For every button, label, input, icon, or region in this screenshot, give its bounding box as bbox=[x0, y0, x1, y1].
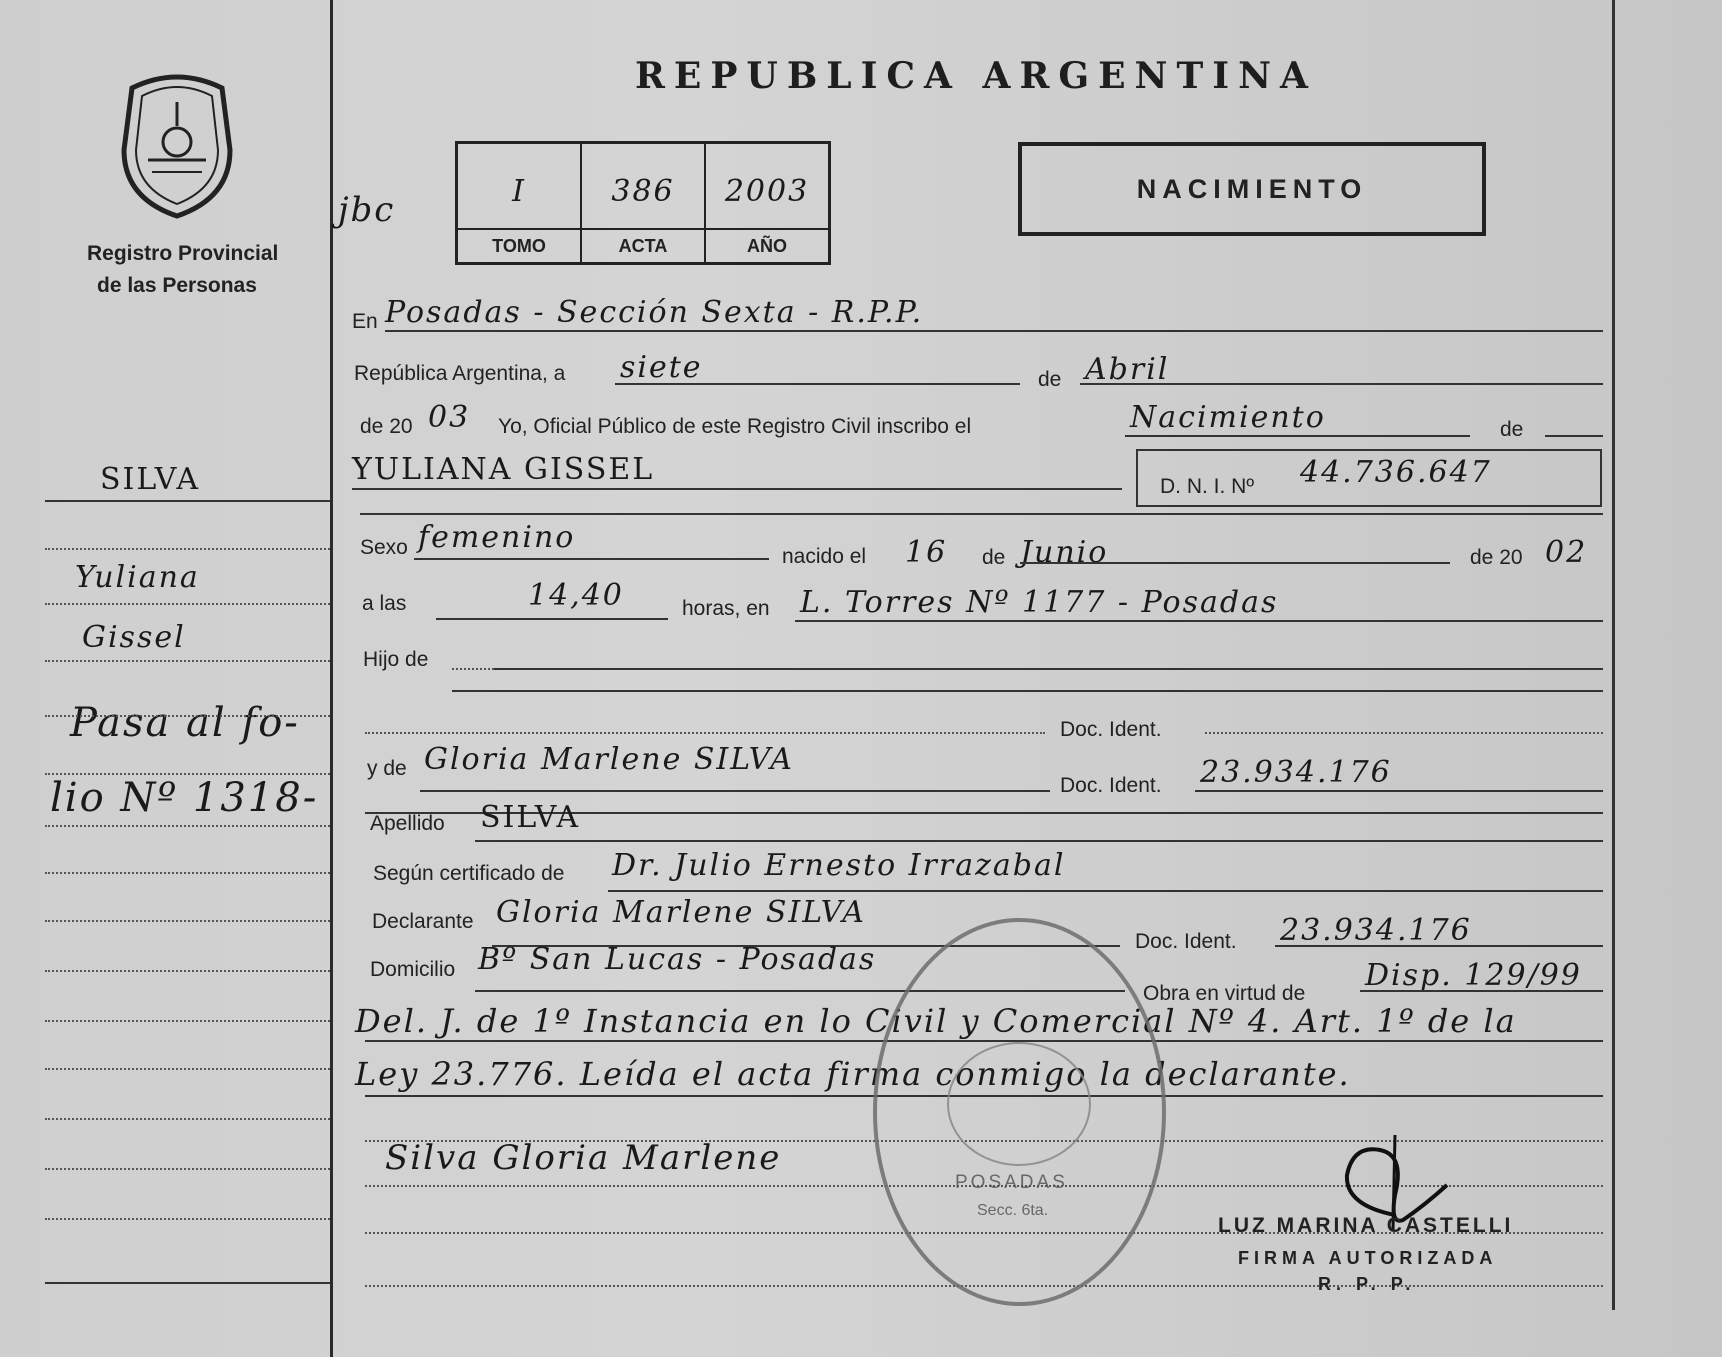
domicilio-label: Domicilio bbox=[370, 958, 456, 981]
ano-cell bbox=[706, 144, 828, 262]
provincial-seal-icon bbox=[112, 70, 242, 220]
certificado-label: Según certificado de bbox=[373, 862, 565, 885]
margin-given-name-1: Yuliana bbox=[75, 560, 200, 595]
margin-surname: SILVA bbox=[100, 462, 201, 497]
hijo-label: Hijo de bbox=[363, 648, 429, 671]
apellido-value: SILVA bbox=[480, 800, 581, 835]
clerk-initials: jbc bbox=[338, 190, 396, 230]
reference-box bbox=[455, 141, 831, 265]
declarante-doc: 23.934.176 bbox=[1280, 913, 1472, 948]
official-org: R. P. P. bbox=[1318, 1274, 1416, 1294]
tomo-label: TOMO bbox=[458, 228, 580, 262]
right-border bbox=[1612, 0, 1615, 1310]
month-value: Abril bbox=[1085, 352, 1170, 387]
document-title: REPUBLICA ARGENTINA bbox=[635, 55, 1317, 97]
birth-day: 16 bbox=[905, 535, 948, 570]
doc-ident-label-2: Doc. Ident. bbox=[1060, 774, 1162, 797]
tomo-value: I bbox=[512, 174, 526, 209]
birth-time: 14,40 bbox=[528, 578, 624, 613]
apellido-label: Apellido bbox=[370, 812, 445, 835]
stamp-section: Secc. 6ta. bbox=[977, 1202, 1049, 1219]
official-text: Yo, Oficial Público de este Registro Civil inscribo el bbox=[498, 415, 972, 438]
place-value: Posadas - Sección Sexta - R.P.P. bbox=[385, 295, 924, 330]
declarant-signature: Silva Gloria Marlene bbox=[385, 1138, 782, 1178]
acta-value: 386 bbox=[611, 174, 675, 209]
stamp-emblem bbox=[947, 1042, 1091, 1166]
en-label: En bbox=[352, 310, 378, 333]
birth-year-suffix: 02 bbox=[1545, 535, 1588, 570]
registry-name-line2: de las Personas bbox=[97, 274, 257, 297]
registry-stamp bbox=[873, 918, 1166, 1306]
child-name: YULIANA GISSEL bbox=[352, 452, 655, 487]
dni-value: 44.736.647 bbox=[1300, 455, 1492, 490]
birth-month: Junio bbox=[1020, 535, 1109, 570]
year-suffix: 03 bbox=[428, 400, 471, 435]
republica-label: República Argentina, a bbox=[354, 362, 566, 385]
margin-note-line2: lio Nº 1318- bbox=[50, 775, 319, 821]
domicilio-value: Bº San Lucas - Posadas bbox=[478, 942, 877, 977]
stamp-city: POSADAS bbox=[955, 1172, 1068, 1193]
mother-doc: 23.934.176 bbox=[1200, 755, 1392, 790]
act-kind-value: Nacimiento bbox=[1130, 400, 1326, 435]
acta-cell bbox=[582, 144, 706, 262]
year-label: de 20 bbox=[360, 415, 413, 438]
official-title: FIRMA AUTORIZADA bbox=[1238, 1248, 1498, 1268]
sexo-label: Sexo bbox=[360, 536, 408, 559]
official-name: LUZ MARINA CASTELLI bbox=[1218, 1214, 1514, 1237]
declarante-label: Declarante bbox=[372, 910, 474, 933]
mother-name: Gloria Marlene SILVA bbox=[424, 742, 794, 777]
disp-value: Disp. 129/99 bbox=[1365, 958, 1582, 993]
nacido-label: nacido el bbox=[782, 545, 867, 568]
registry-name-line1: Registro Provincial bbox=[87, 242, 279, 265]
de-label: de bbox=[1038, 368, 1062, 391]
birth-place: L. Torres Nº 1177 - Posadas bbox=[800, 585, 1279, 620]
acta-label: ACTA bbox=[582, 228, 704, 262]
de-label-3: de bbox=[982, 546, 1006, 569]
horas-label: horas, en bbox=[682, 597, 770, 620]
a-las-label: a las bbox=[362, 592, 407, 615]
y-de-label: y de bbox=[367, 757, 407, 780]
tomo-cell bbox=[458, 144, 582, 262]
document-type-box: NACIMIENTO bbox=[1018, 142, 1486, 236]
note-line-1: Del. J. de 1º Instancia en lo Civil y Comercial Nº 4. Art. 1º de la bbox=[355, 1002, 1517, 1040]
de-label-2: de bbox=[1500, 418, 1524, 441]
obra-label: Obra en virtud de bbox=[1143, 982, 1306, 1005]
doctor-value: Dr. Julio Ernesto Irrazabal bbox=[612, 848, 1066, 883]
ano-value: 2003 bbox=[724, 174, 810, 209]
day-value: siete bbox=[620, 350, 703, 385]
note-line-2: Ley 23.776. Leída el acta firma conmigo la declarante. bbox=[355, 1055, 1351, 1093]
doc-ident-label-3: Doc. Ident. bbox=[1135, 930, 1237, 953]
dni-label: D. N. I. Nº bbox=[1160, 475, 1255, 498]
ano-label: AÑO bbox=[706, 228, 828, 262]
sexo-value: femenino bbox=[418, 520, 576, 555]
birth-year-label: de 20 bbox=[1470, 546, 1523, 569]
doc-ident-label: Doc. Ident. bbox=[1060, 718, 1162, 741]
margin-given-name-2: Gissel bbox=[82, 620, 186, 655]
declarante-name: Gloria Marlene SILVA bbox=[496, 895, 866, 930]
margin-note-line1: Pasa al fo- bbox=[70, 700, 300, 746]
